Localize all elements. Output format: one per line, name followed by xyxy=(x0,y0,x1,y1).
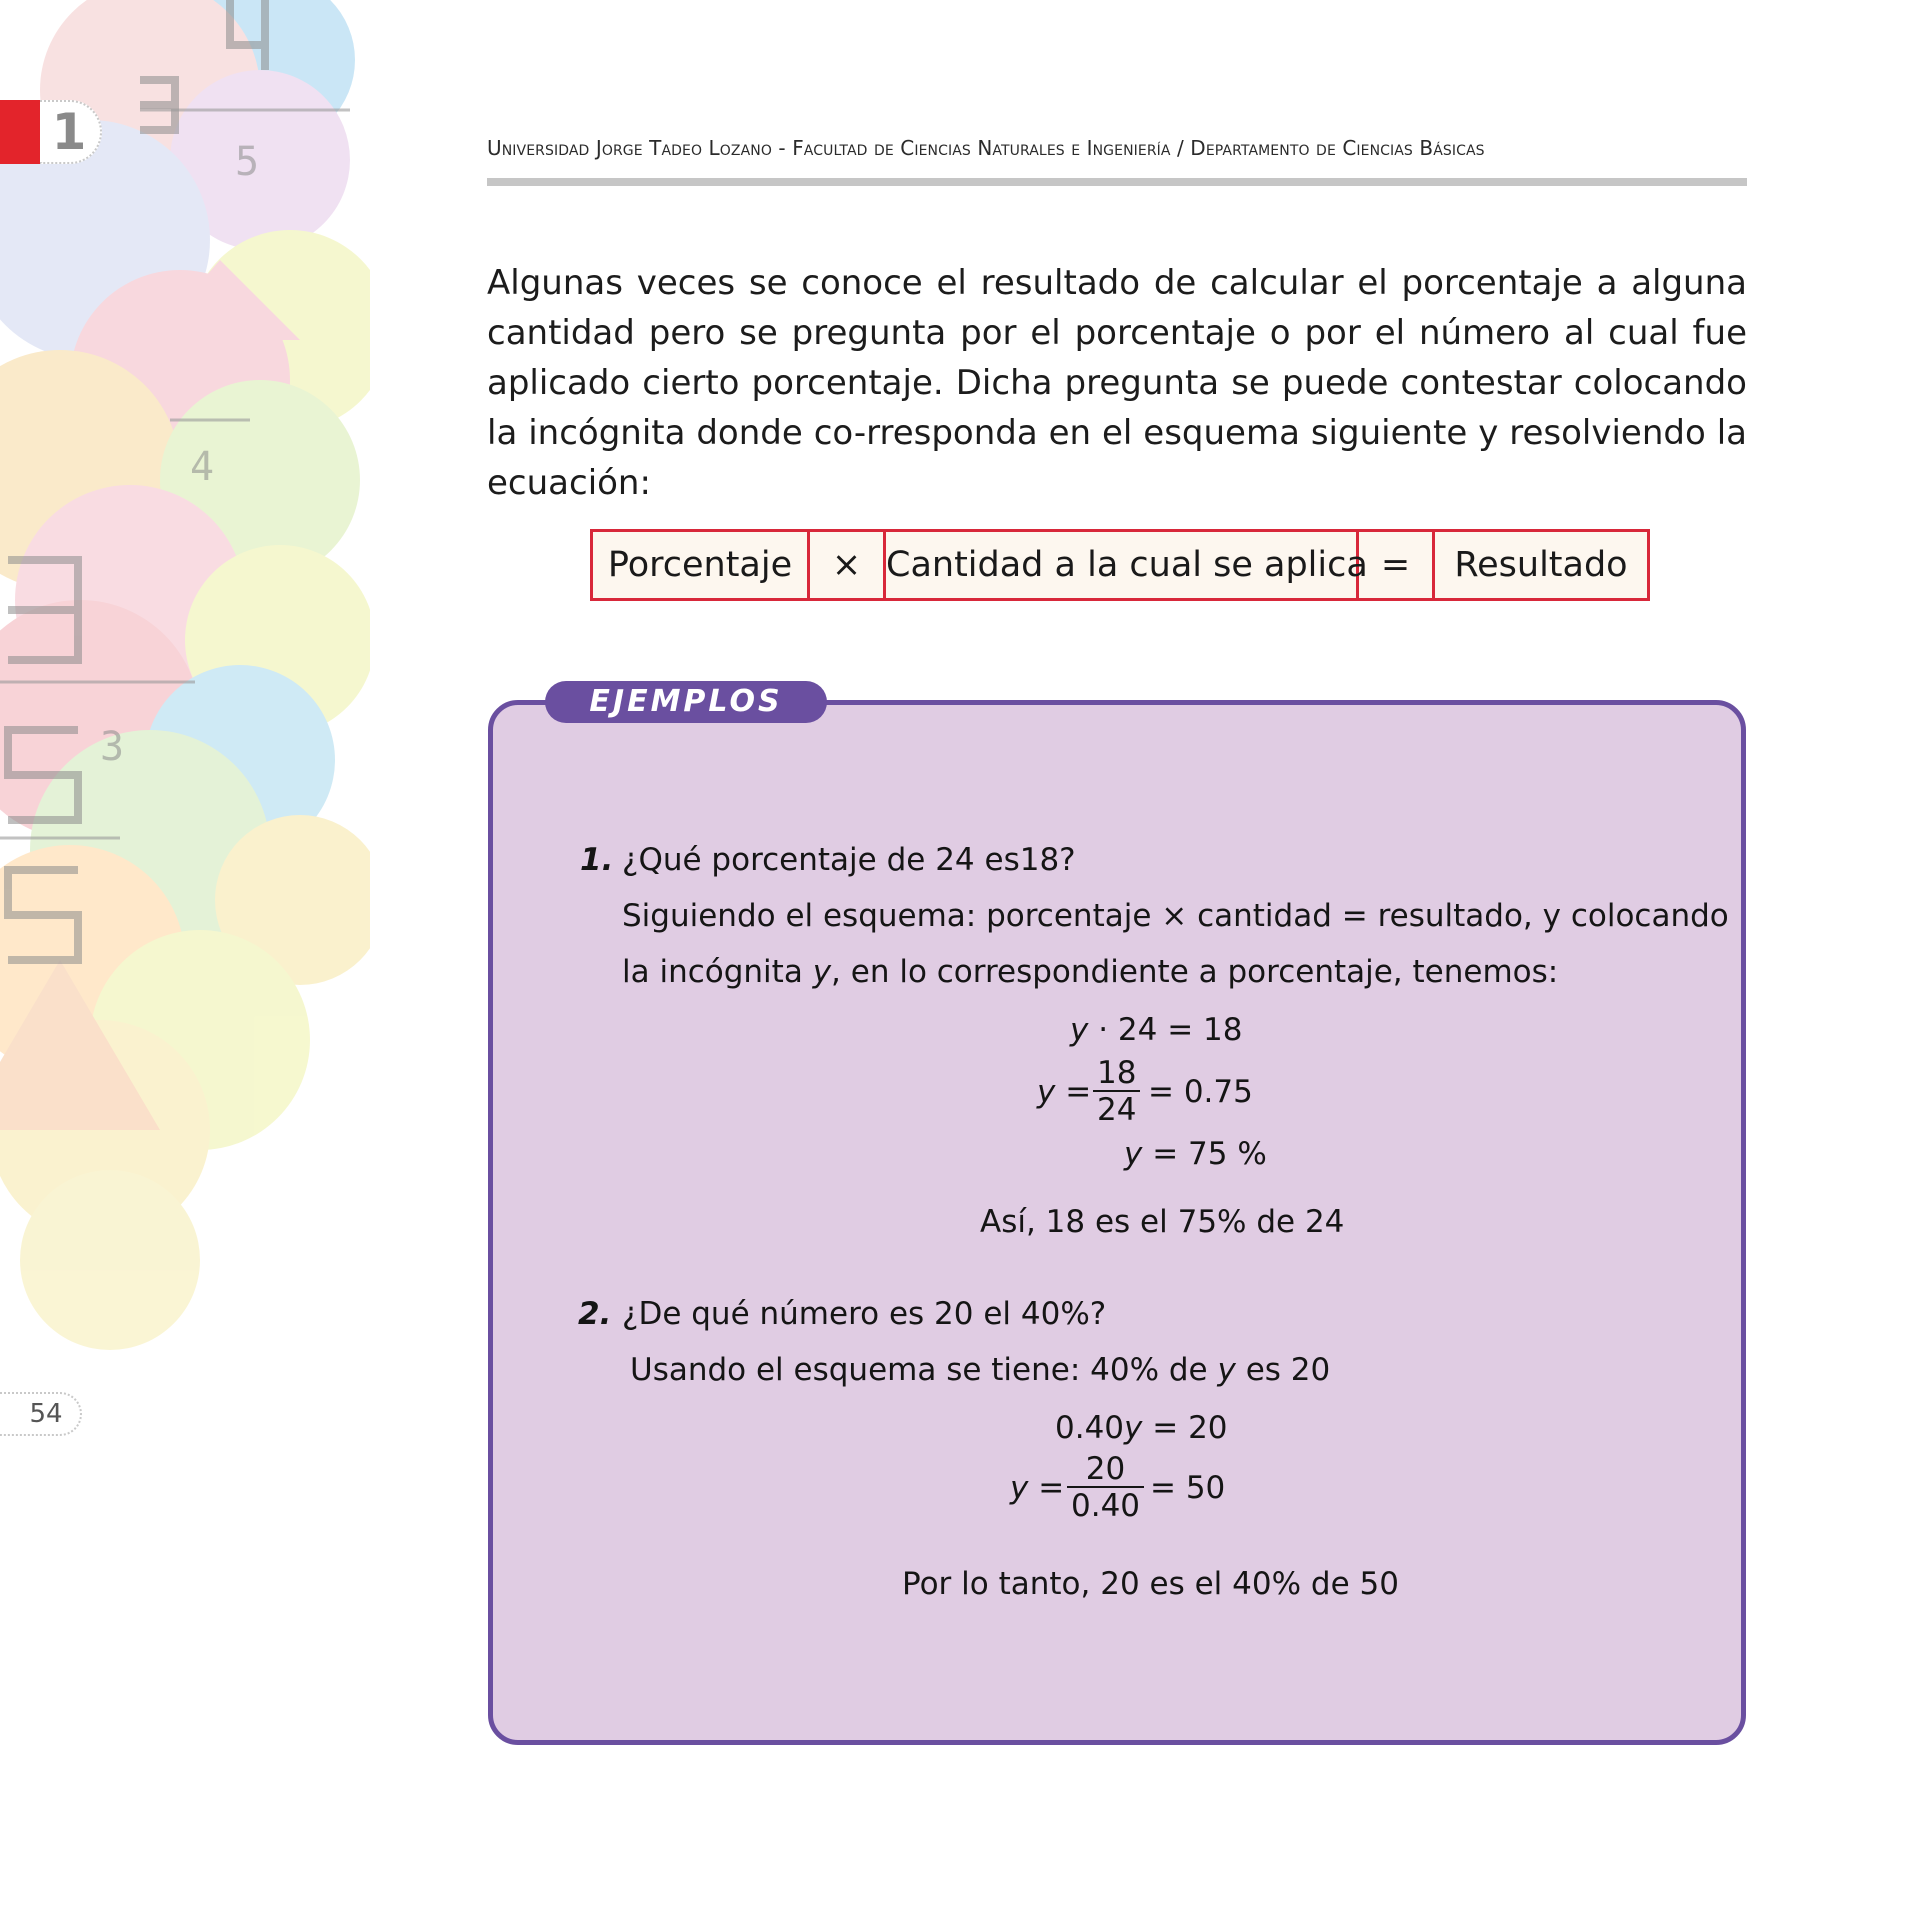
equation-coefficient: 0.40 xyxy=(1055,1410,1125,1446)
svg-text:5: 5 xyxy=(235,139,260,185)
example-1-line-2 xyxy=(622,954,1558,990)
example-1-line-2-end: , en lo correspondiente a porcentaje, tenemos: xyxy=(831,954,1559,990)
scheme-percent-cell: Porcentaje xyxy=(593,532,810,598)
equation-rest: = 20 xyxy=(1152,1410,1228,1446)
variable-y: y xyxy=(812,954,832,990)
intro-paragraph: Algunas veces se conoce el resultado de calcular el porcentaje a alguna cantidad pero se pregunta por el porcentaje o por el número al cual fue aplicado cierto porcentaje. Dicha pregunta se puede contestar colocando la incógnita donde co-rresponda en el esquema siguiente y resolviendo la ecuación: xyxy=(487,263,1747,503)
equals-sign: = xyxy=(1065,1074,1092,1110)
chapter-color-bar xyxy=(0,100,40,164)
example-2-equation-1 xyxy=(1055,1410,1228,1446)
equals-sign: = xyxy=(1038,1470,1065,1506)
fraction-denominator: 24 xyxy=(1097,1092,1137,1128)
example-2-equation-2-rhs: = 50 xyxy=(1150,1470,1226,1506)
page-number: 54 xyxy=(29,1399,63,1429)
variable-y: y xyxy=(1070,1012,1089,1048)
variable-y: y xyxy=(1124,1410,1143,1446)
running-header: Universidad Jorge Tadeo Lozano - Facultad de Ciencias Naturales e Ingeniería / Departamento de Ciencias Básicas xyxy=(487,136,1485,160)
example-2-equation-2-lhs xyxy=(1010,1470,1064,1506)
scheme-times-cell: × xyxy=(810,532,886,598)
scheme-equals-cell: = xyxy=(1359,532,1435,598)
examples-title: EJEMPLOS xyxy=(545,681,827,723)
example-2-conclusion: Por lo tanto, 20 es el 40% de 50 xyxy=(902,1566,1399,1602)
fraction-denominator: 0.40 xyxy=(1071,1488,1141,1524)
scheme-quantity-cell: Cantidad a la cual se aplica xyxy=(886,532,1359,598)
svg-text:3: 3 xyxy=(100,724,125,770)
example-2-question: ¿De qué número es 20 el 40%? xyxy=(622,1296,1107,1332)
example-2-line-1 xyxy=(630,1352,1330,1388)
example-1-line-1: Siguiendo el esquema: porcentaje × cantidad = resultado, y colocando xyxy=(622,898,1729,934)
example-1-number: 1. xyxy=(580,842,614,878)
percentage-scheme xyxy=(590,529,1650,601)
example-1-equation-3 xyxy=(1124,1136,1267,1172)
example-2-fraction xyxy=(1067,1452,1144,1524)
variable-y: y xyxy=(1037,1074,1056,1110)
example-1-equation-2-rhs: = 0.75 xyxy=(1148,1074,1253,1110)
example-1-conclusion: Así, 18 es el 75% de 24 xyxy=(980,1204,1345,1240)
fraction-numerator: 18 xyxy=(1093,1056,1140,1092)
example-1-equation-1 xyxy=(1070,1012,1243,1048)
example-1-fraction xyxy=(1093,1056,1140,1128)
example-2-number: 2. xyxy=(578,1296,612,1332)
example-1-line-2-start: la incógnita xyxy=(622,954,803,990)
variable-y: y xyxy=(1010,1470,1029,1506)
svg-text:4: 4 xyxy=(190,444,215,490)
chapter-number: 1 xyxy=(51,103,87,161)
chapter-tab xyxy=(0,100,102,164)
example-2-line-1-end: es 20 xyxy=(1245,1352,1331,1388)
equation-rest: · 24 = 18 xyxy=(1098,1012,1243,1048)
example-1-equation-2-lhs xyxy=(1037,1074,1091,1110)
example-1-question: ¿Qué porcentaje de 24 es18? xyxy=(622,842,1076,878)
variable-y: y xyxy=(1217,1352,1236,1388)
decorative-side-art xyxy=(0,0,370,1400)
variable-y: y xyxy=(1124,1136,1143,1172)
equation-rest: = 75 % xyxy=(1152,1136,1267,1172)
scheme-result-cell: Resultado xyxy=(1454,545,1628,585)
fraction-numerator: 20 xyxy=(1067,1452,1144,1488)
header-rule xyxy=(487,178,1747,186)
example-2-line-1-start: Usando el esquema se tiene: 40% de xyxy=(630,1352,1208,1388)
